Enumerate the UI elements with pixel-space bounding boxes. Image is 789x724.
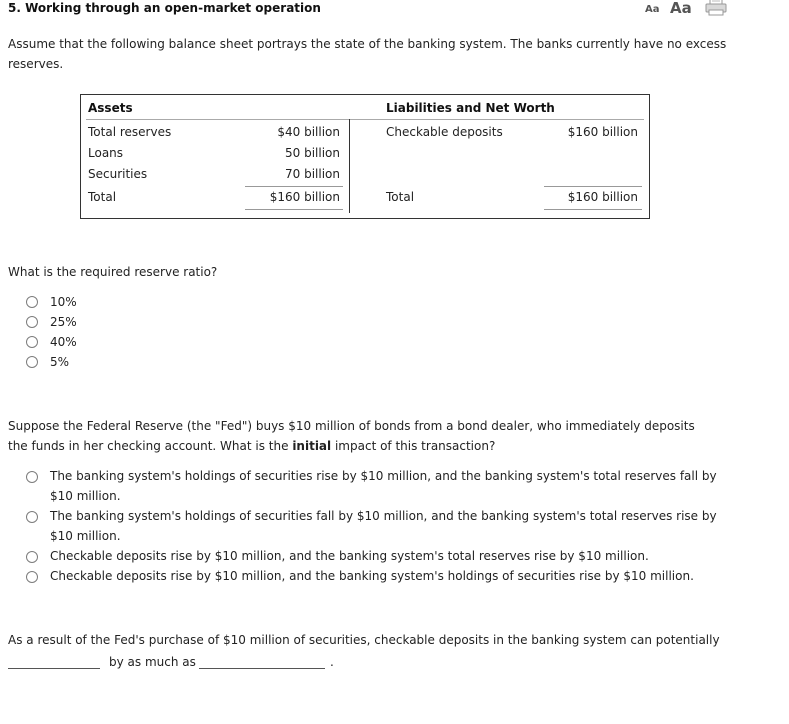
- option-label[interactable]: 40%: [50, 335, 77, 349]
- intro-paragraph: Assume that the following balance sheet portrays the state of the banking system. The banks currently have no excess reserves.: [8, 37, 727, 71]
- asset-label: Securities: [88, 167, 148, 181]
- asset-label: Loans: [88, 146, 124, 160]
- font-size-large-button[interactable]: Aa: [670, 0, 692, 17]
- liabilities-total-value: $160 billion: [567, 190, 638, 204]
- liabilities-total-underline: [544, 209, 642, 210]
- question3-middle-text: by as much as: [109, 655, 196, 669]
- option-label[interactable]: 10%: [50, 295, 77, 309]
- question3-end-text: .: [330, 655, 334, 669]
- assets-header: Assets: [88, 101, 133, 115]
- question1-prompt: What is the required reserve ratio?: [8, 265, 218, 279]
- assets-total-underline: [245, 209, 343, 210]
- assets-total-value: $160 billion: [269, 190, 340, 204]
- asset-value: 70 billion: [285, 167, 340, 181]
- radio-button[interactable]: [26, 336, 38, 348]
- option-label[interactable]: Checkable deposits rise by $10 million, and the banking system's total reserves rise by $10 million.: [50, 549, 649, 563]
- asset-label: Total reserves: [88, 125, 172, 139]
- center-divider: [349, 119, 350, 213]
- option-label[interactable]: The banking system's holdings of securities fall by $10 million, and the banking system's total reserves rise by $10 million.: [50, 509, 717, 543]
- liability-value: $160 billion: [567, 125, 638, 139]
- header-divider: [86, 119, 644, 120]
- question2-prompt: [8, 416, 708, 456]
- option-label[interactable]: 25%: [50, 315, 77, 329]
- liabilities-total-label: Total: [386, 190, 415, 204]
- liabilities-header: Liabilities and Net Worth: [386, 101, 555, 115]
- radio-button[interactable]: [26, 316, 38, 328]
- asset-value: $40 billion: [277, 125, 340, 139]
- amount-dropdown[interactable]: [199, 667, 325, 669]
- question2-prompt-start: Suppose the Federal Reserve (the "Fed") buys $10 million of bonds from a bond dealer, who immediately deposits the funds in her checking account. What is the: [8, 419, 695, 453]
- radio-button[interactable]: [26, 511, 38, 523]
- print-icon[interactable]: [705, 0, 727, 16]
- question3-prompt: As a result of the Fed's purchase of $10 million of securities, checkable deposits in the banking system can potentially: [8, 633, 720, 647]
- radio-button[interactable]: [26, 296, 38, 308]
- liabilities-total-rule: [544, 186, 642, 187]
- radio-button[interactable]: [26, 356, 38, 368]
- radio-button[interactable]: [26, 551, 38, 563]
- question-title: 5. Working through an open-market operation: [8, 1, 321, 15]
- option-label[interactable]: The banking system's holdings of securities rise by $10 million, and the banking system's total reserves fall by $10 million.: [50, 469, 717, 503]
- liability-label: Checkable deposits: [386, 125, 503, 139]
- option-label[interactable]: Checkable deposits rise by $10 million, and the banking system's holdings of securities rise by $10 million.: [50, 569, 694, 583]
- asset-value: 50 billion: [285, 146, 340, 160]
- question2-prompt-emphasis: initial: [292, 439, 332, 453]
- font-size-small-button[interactable]: Aa: [645, 4, 660, 15]
- radio-button[interactable]: [26, 471, 38, 483]
- radio-button[interactable]: [26, 571, 38, 583]
- assets-total-label: Total: [88, 190, 117, 204]
- balance-sheet-table: [80, 94, 650, 219]
- assets-total-rule: [245, 186, 343, 187]
- question2-prompt-end: impact of this transaction?: [331, 439, 496, 453]
- direction-dropdown[interactable]: [8, 667, 100, 669]
- option-label[interactable]: 5%: [50, 355, 70, 369]
